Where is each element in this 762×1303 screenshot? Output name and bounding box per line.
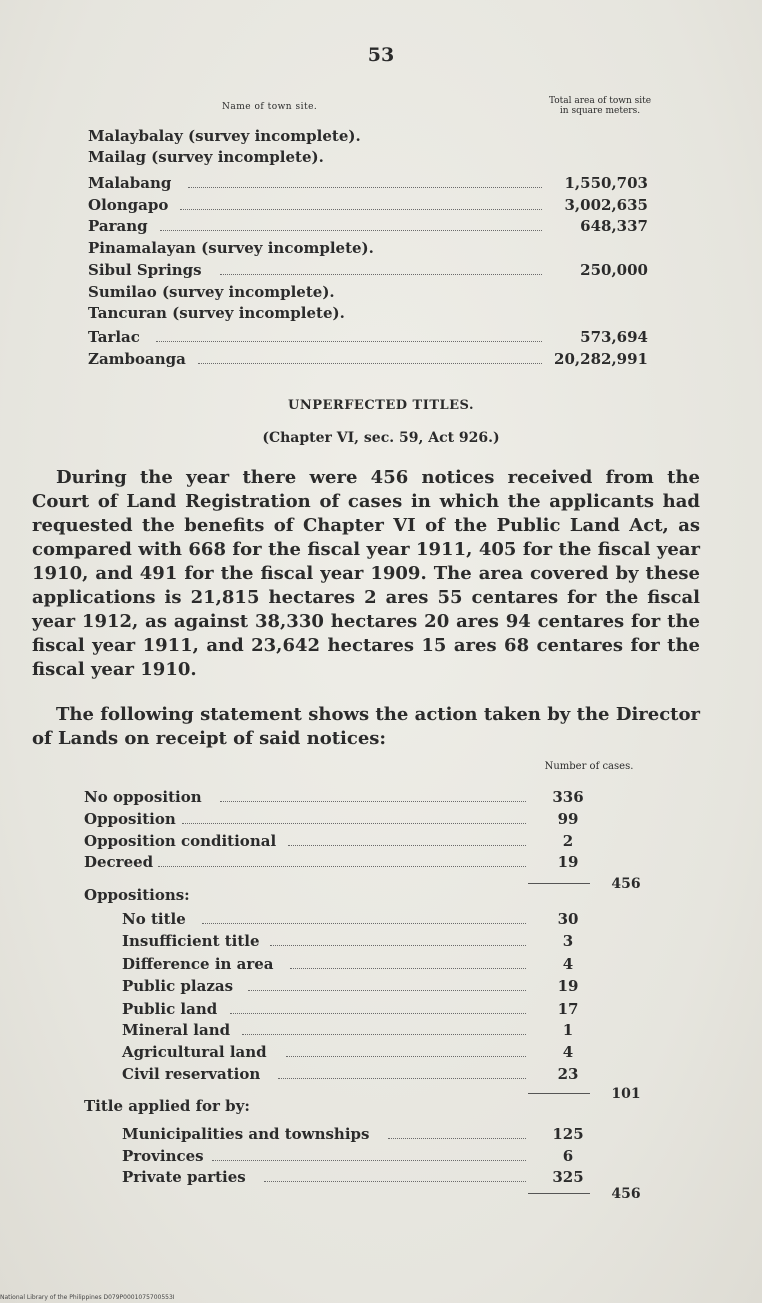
opposition-row-label: Agricultural land	[122, 1043, 267, 1061]
applicant-row-count: 6	[562, 1147, 574, 1165]
dot-leader	[220, 801, 526, 802]
town-site-area: 3,002,635	[564, 196, 648, 214]
town-site-row	[88, 173, 648, 193]
town-site-row	[88, 195, 648, 215]
opposition-row-label: Insufficient title	[122, 932, 260, 950]
town-site-name: Mailag (survey incomplete).	[88, 148, 324, 166]
opposition-row-label: Public plazas	[122, 977, 234, 995]
applicant-row	[122, 1166, 600, 1188]
action-row	[84, 830, 600, 852]
town-site-name: Malabang	[88, 174, 172, 192]
cases-column-header: Number of cases.	[544, 761, 634, 772]
town-site-row	[88, 238, 648, 258]
town-site-row	[88, 327, 648, 347]
actions-total: 456	[611, 876, 641, 892]
action-row-label: Opposition	[84, 810, 176, 828]
opposition-row	[122, 953, 600, 975]
applicants-total: 456	[611, 1186, 641, 1202]
action-row	[84, 851, 600, 873]
applicant-row-label: Provinces	[122, 1147, 204, 1165]
opposition-row-label: Difference in area	[122, 955, 274, 973]
opposition-row	[122, 998, 600, 1020]
town-site-area-header: Total area of town site in square meters.	[548, 96, 652, 116]
opposition-row-label: Civil reservation	[122, 1065, 261, 1083]
town-site-name: Sibul Springs	[88, 261, 202, 279]
town-site-row	[88, 282, 648, 302]
opposition-row-label: No title	[122, 910, 186, 928]
opposition-row-count: 4	[562, 955, 574, 973]
opposition-row	[122, 930, 600, 952]
paragraph-notices-text: During the year there were 456 notices received from the Court of Land Registration of cases in which the applicants had requested the benefits of Chapter VI of the Public Land Act, as compared with 668 for the fiscal year 1911, 405 for the fiscal year 1910, and 491 for the fiscal year 1909. The area covered by these applications is 21,815 hectares 2 ares 55 centares for the fiscal year 1912, as against 38,330 hectares 20 ares 94 centares for the fiscal year 1911, and 23,642 hectares 15 ares 68 centares for the fiscal year 1910.	[32, 467, 700, 680]
town-site-area: 20,282,991	[554, 350, 648, 368]
town-site-name-header: Name of town site.	[222, 102, 318, 112]
action-row	[84, 808, 600, 830]
town-site-name: Zamboanga	[88, 350, 186, 368]
town-site-row	[88, 216, 648, 236]
oppositions-subtotal-rule	[528, 1093, 590, 1094]
dot-leader	[230, 1013, 526, 1014]
oppositions-label: Oppositions:	[84, 886, 190, 904]
opposition-row-count: 17	[557, 1000, 579, 1018]
action-row-label: Opposition conditional	[84, 832, 277, 850]
action-row-label: Decreed	[84, 853, 154, 871]
dot-leader	[202, 923, 526, 924]
paragraph-statement-intro-text: The following statement shows the action taken by the Director of Lands on receipt of said notices:	[32, 704, 700, 749]
town-site-name: Tancuran (survey incomplete).	[88, 304, 345, 322]
dot-leader	[220, 274, 542, 275]
dot-leader	[248, 990, 526, 991]
action-row-label: No opposition	[84, 788, 202, 806]
dot-leader	[182, 823, 526, 824]
town-site-row	[88, 126, 648, 146]
page-number: 53	[367, 44, 395, 66]
dot-leader	[388, 1138, 526, 1139]
town-site-row	[88, 260, 648, 280]
dot-leader	[160, 230, 542, 231]
town-site-name: Olongapo	[88, 196, 169, 214]
applicant-row	[122, 1145, 600, 1167]
town-site-area: 1,550,703	[564, 174, 648, 192]
actions-subtotal-rule	[528, 883, 590, 884]
dot-leader	[212, 1160, 526, 1161]
action-row	[84, 786, 600, 808]
applicant-row-count: 125	[552, 1125, 584, 1143]
dot-leader	[270, 945, 526, 946]
town-site-area: 573,694	[580, 328, 648, 346]
dot-leader	[290, 968, 526, 969]
action-row-count: 19	[557, 853, 579, 871]
town-site-row	[88, 147, 648, 167]
town-site-row	[88, 349, 648, 369]
oppositions-total: 101	[611, 1086, 641, 1102]
opposition-row-count: 30	[557, 910, 579, 928]
opposition-row-count: 4	[562, 1043, 574, 1061]
opposition-row-count: 1	[562, 1021, 574, 1039]
dot-leader	[158, 866, 526, 867]
action-row-count: 2	[562, 832, 574, 850]
opposition-row-label: Public land	[122, 1000, 218, 1018]
dot-leader	[288, 845, 526, 846]
applicant-row	[122, 1123, 600, 1145]
town-site-name: Malaybalay (survey incomplete).	[88, 127, 361, 145]
opposition-row-count: 23	[557, 1065, 579, 1083]
applicant-row-label: Municipalities and townships	[122, 1125, 370, 1143]
dot-leader	[242, 1034, 526, 1035]
opposition-row	[122, 1019, 600, 1041]
town-site-name: Parang	[88, 217, 148, 235]
applicants-label: Title applied for by:	[84, 1097, 250, 1115]
paragraph-notices	[32, 466, 700, 682]
town-site-name: Sumilao (survey incomplete).	[88, 283, 335, 301]
applicant-row-count: 325	[552, 1168, 584, 1186]
opposition-row	[122, 975, 600, 997]
dot-leader	[156, 341, 542, 342]
dot-leader	[198, 363, 542, 364]
opposition-row-count: 19	[557, 977, 579, 995]
scan-footer: National Library of the Philippines D079P0001075700553I	[0, 1294, 175, 1301]
applicants-subtotal-rule	[528, 1193, 590, 1194]
opposition-row-count: 3	[562, 932, 574, 950]
opposition-row-label: Mineral land	[122, 1021, 231, 1039]
section-subtitle: (Chapter VI, sec. 59, Act 926.)	[262, 430, 500, 446]
town-site-name: Pinamalayan (survey incomplete).	[88, 239, 374, 257]
paragraph-statement-intro	[32, 703, 700, 751]
opposition-row	[122, 908, 600, 930]
dot-leader	[188, 187, 542, 188]
action-row-count: 336	[552, 788, 584, 806]
action-row-count: 99	[557, 810, 579, 828]
dot-leader	[264, 1181, 526, 1182]
town-site-area: 648,337	[580, 217, 648, 235]
opposition-row	[122, 1041, 600, 1063]
town-site-name: Tarlac	[88, 328, 140, 346]
dot-leader	[278, 1078, 526, 1079]
section-title: UNPERFECTED TITLES.	[287, 398, 474, 413]
applicant-row-label: Private parties	[122, 1168, 246, 1186]
dot-leader	[180, 209, 542, 210]
dot-leader	[286, 1056, 526, 1057]
town-site-row	[88, 303, 648, 323]
town-site-area: 250,000	[580, 261, 648, 279]
opposition-row	[122, 1063, 600, 1085]
